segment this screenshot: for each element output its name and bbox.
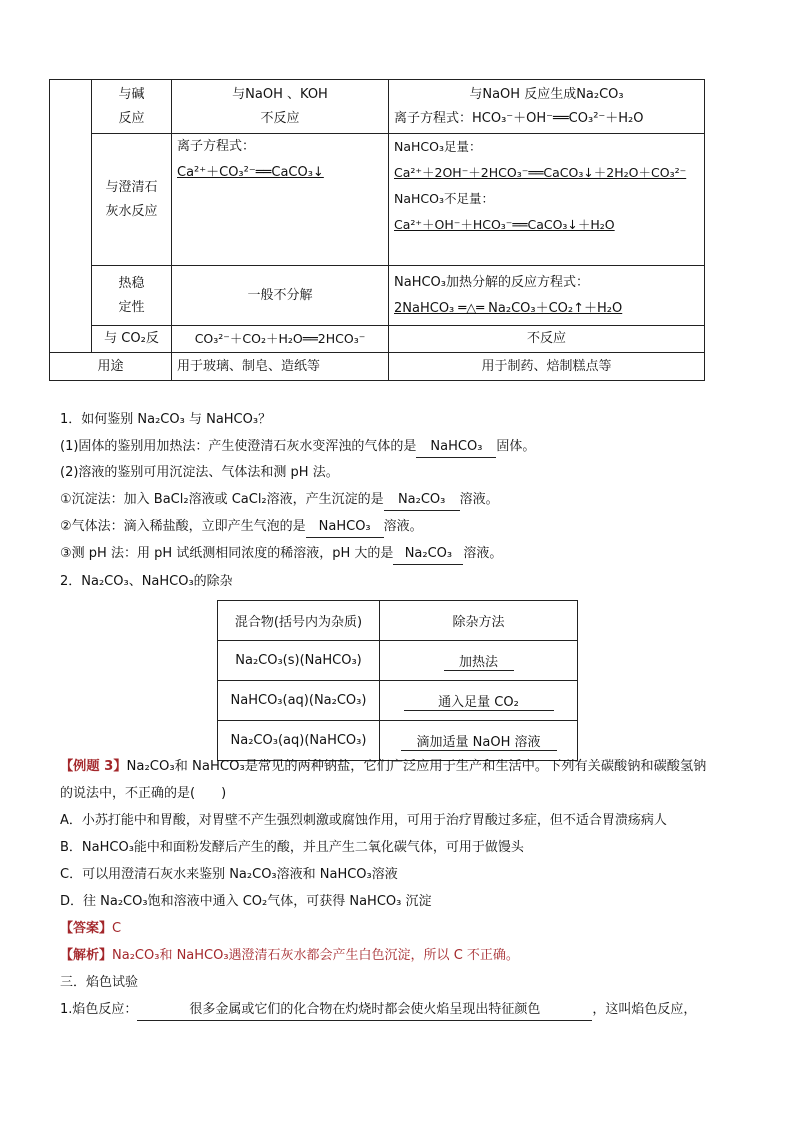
table-cell-mix: NaHCO₃(aq)(Na₂CO₃) xyxy=(218,681,380,721)
cell-nahco3-use: 用于制药、焙制糕点等 xyxy=(389,353,705,381)
answer-value: C xyxy=(112,921,122,936)
table-cell-method: 滴加适量 NaOH 溶液 xyxy=(380,721,578,761)
section1-p5: ③测 pH 法：用 pH 试纸测相同浓度的稀溶液，pH 大的是 Na₂CO₃ 溶液。 xyxy=(60,544,502,565)
header-method: 除杂方法 xyxy=(380,601,578,641)
option-c: C．可以用澄清石灰水来鉴别 Na₂CO₃溶液和 NaHCO₃溶液 xyxy=(60,867,398,882)
cell-nahco3-co2: 不反应 xyxy=(389,326,705,353)
purification-table xyxy=(217,600,578,761)
table-left-margin-cell xyxy=(50,80,92,353)
comparison-table xyxy=(49,79,705,381)
cell-nahco3-limewater: NaHCO₃足量： Ca²⁺＋2OH⁻＋2HCO₃⁻══CaCO₃↓＋2H₂O＋CO₃²⁻ NaHCO₃不足量： Ca²⁺＋OH⁻＋HCO₃⁻══CaCO₃↓＋H₂O xyxy=(389,134,705,266)
table-cell-mix: Na₂CO₃(aq)(NaHCO₃) xyxy=(218,721,380,761)
cell-nahco3-alkali: 与NaOH 反应生成Na₂CO₃ 离子方程式：HCO₃⁻＋OH⁻══CO₃²⁻＋H₂O xyxy=(389,80,705,134)
cell-na2co3-use: 用于玻璃、制皂、造纸等 xyxy=(172,353,389,381)
analysis-text: Na₂CO₃和 NaHCO₃遇澄清石灰水都会产生白色沉淀，所以 C 不正确。 xyxy=(112,948,519,963)
table-cell-mix: Na₂CO₃(s)(NaHCO₃) xyxy=(218,641,380,681)
example-stem-line2: 的说法中，不正确的是( ) xyxy=(60,786,227,801)
table-cell-method: 加热法 xyxy=(380,641,578,681)
row-head-use: 用途 xyxy=(50,353,172,381)
answer-blank: Na₂CO₃ xyxy=(393,544,463,565)
section3-line1: 1.焰色反应： 很多金属或它们的化合物在灼烧时都会使火焰呈现出特征颜色 ，这叫焰色反应， xyxy=(60,1000,696,1021)
section1-title: 1．如何鉴别 Na₂CO₃ 与 NaHCO₃？ xyxy=(60,412,272,427)
section1-p4: ②气体法：滴入稀盐酸，立即产生气泡的是 NaHCO₃ 溶液。 xyxy=(60,517,423,538)
answer-blank: 很多金属或它们的化合物在灼烧时都会使火焰呈现出特征颜色 xyxy=(137,1000,592,1021)
section3-title: 三．焰色试验 xyxy=(60,975,139,990)
header-mixture: 混合物(括号内为杂质) xyxy=(218,601,380,641)
analysis-tag: 【解析】 xyxy=(60,948,113,963)
analysis-line xyxy=(60,946,519,966)
row-head-limewater: 与澄清石 灰水反应 xyxy=(92,134,172,266)
answer-blank: Na₂CO₃ xyxy=(384,490,460,511)
example-tag: 【例题 3】 xyxy=(60,759,127,774)
cell-nahco3-thermal: NaHCO₃加热分解的反应方程式： 2NaHCO₃ ═△═ Na₂CO₃＋CO₂↑＋H₂O xyxy=(389,266,705,326)
section1-p3: ①沉淀法：加入 BaCl₂溶液或 CaCl₂溶液，产生沉淀的是 Na₂CO₃ 溶液。 xyxy=(60,490,499,511)
row-head-thermal: 热稳 定性 xyxy=(92,266,172,326)
example-stem-line1: 【例题 3】Na₂CO₃和 NaHCO₃是常见的两种钠盐，它们广泛应用于生产和生活中。下列有关碳酸钠和碳酸氢钠 xyxy=(60,759,707,774)
answer-line xyxy=(60,919,121,939)
cell-na2co3-co2: CO₃²⁻＋CO₂＋H₂O══2HCO₃⁻ xyxy=(172,326,389,353)
option-b: B．NaHCO₃能中和面粉发酵后产生的酸，并且产生二氧化碳气体，可用于做馒头 xyxy=(60,840,524,855)
section2-title: 2．Na₂CO₃、NaHCO₃的除杂 xyxy=(60,574,233,589)
row-head-alkali: 与碱 反应 xyxy=(92,80,172,134)
option-d: D．往 Na₂CO₃饱和溶液中通入 CO₂气体，可获得 NaHCO₃ 沉淀 xyxy=(60,894,432,909)
table-cell-method: 通入足量 CO₂ xyxy=(380,681,578,721)
answer-tag: 【答案】 xyxy=(60,921,113,936)
section1-p1: (1)固体的鉴别用加热法：产生使澄清石灰水变浑浊的气体的是 NaHCO₃ 固体。 xyxy=(60,437,535,458)
row-head-co2: 与 CO₂反 xyxy=(92,326,172,353)
answer-blank: NaHCO₃ xyxy=(416,437,496,458)
cell-na2co3-alkali: 与NaOH 、KOH 不反应 xyxy=(172,80,389,134)
option-a: A．小苏打能中和胃酸，对胃壁不产生强烈刺激或腐蚀作用，可用于治疗胃酸过多症，但不适合胃溃疡病人 xyxy=(60,813,667,828)
answer-blank: NaHCO₃ xyxy=(306,517,384,538)
section1-p2: (2)溶液的鉴别可用沉淀法、气体法和测 pH 法。 xyxy=(60,465,339,480)
cell-na2co3-thermal: 一般不分解 xyxy=(172,266,389,326)
cell-na2co3-limewater: 离子方程式： Ca²⁺＋CO₃²⁻══CaCO₃↓ xyxy=(172,134,389,266)
